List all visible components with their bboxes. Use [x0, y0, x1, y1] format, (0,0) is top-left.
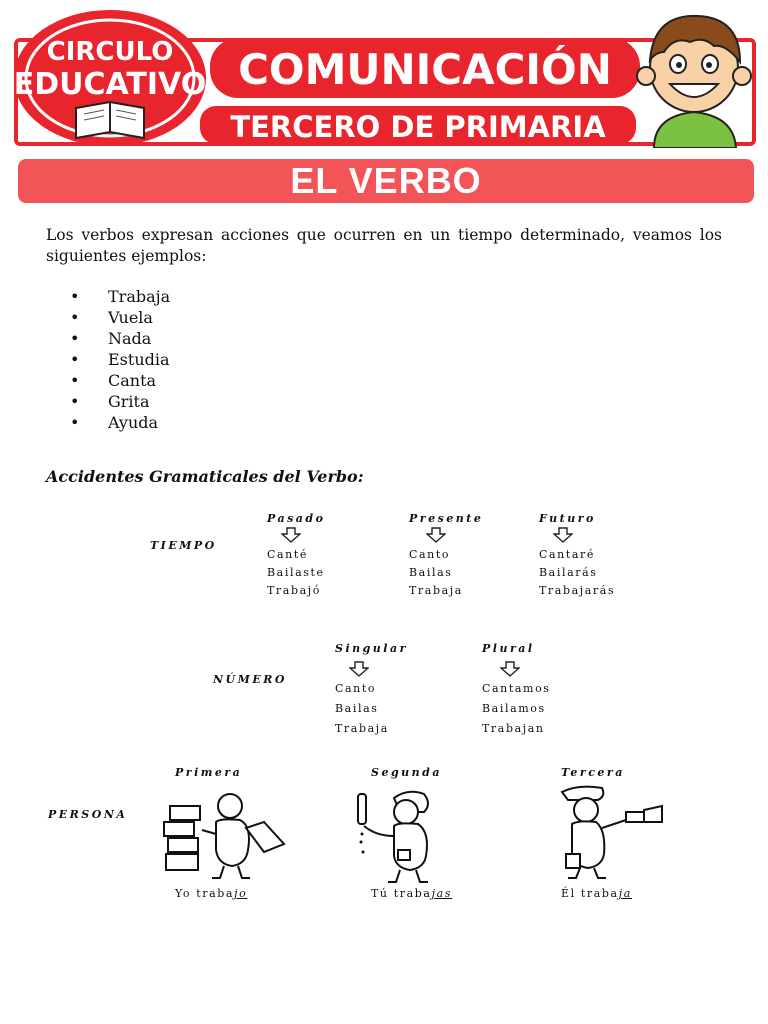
intro-paragraph: Los verbos expresan acciones que ocurren en un tiempo determinado, veamos los siguientes ejemplos: [46, 226, 722, 265]
worker-boxes-icon [160, 786, 288, 882]
down-arrow-icon [500, 661, 520, 677]
header-banner [14, 8, 756, 148]
plural-heading: Plural [482, 642, 535, 655]
list-item: • Grita [46, 391, 346, 412]
list-item: • Ayuda [46, 412, 346, 433]
lesson-title: EL VERBO [290, 160, 482, 201]
list-item: Cantamos [482, 682, 551, 695]
list-item: Trabajó [267, 584, 321, 597]
list-item: Bailas [409, 566, 453, 579]
presente-heading: Presente [409, 512, 484, 525]
singular-examples [335, 679, 389, 739]
subject-title: COMUNICACIÓN [238, 45, 612, 94]
down-arrow-icon [281, 527, 301, 543]
caption-text: Tú traba [371, 887, 432, 900]
list-item: • Estudia [46, 349, 346, 370]
plural-examples [482, 679, 551, 739]
persona-label: PERSONA [48, 808, 128, 821]
futuro-examples [539, 546, 615, 600]
worker-bucket-icon [558, 784, 668, 880]
list-item: Bailaste [267, 566, 325, 579]
down-arrow-icon [553, 527, 573, 543]
list-item: Bailamos [482, 702, 546, 715]
list-item: • Canta [46, 370, 346, 391]
caption-ending: jo [234, 887, 248, 900]
list-item: • Trabaja [46, 286, 346, 307]
down-arrow-icon [426, 527, 446, 543]
list-item: Trabajarás [539, 584, 616, 597]
logo [14, 10, 206, 146]
list-item: Trabaja [409, 584, 463, 597]
list-item: Cantaré [539, 548, 596, 561]
list-item: Bailas [335, 702, 379, 715]
down-arrow-icon [349, 661, 369, 677]
segunda-heading: Segunda [371, 766, 442, 779]
book-icon [76, 102, 144, 138]
logo-line1: CIRCULO [46, 37, 174, 67]
primera-heading: Primera [175, 766, 243, 779]
caption-ending: jas [431, 887, 452, 900]
list-item: • Nada [46, 328, 346, 349]
tercera-caption [561, 885, 632, 903]
list-item: Bailarás [539, 566, 598, 579]
pasado-examples [267, 546, 325, 600]
tiempo-label: TIEMPO [150, 539, 217, 552]
section-heading: Accidentes Gramaticales del Verbo: [46, 467, 364, 486]
segunda-caption [371, 885, 452, 903]
numero-label: NÚMERO [213, 673, 287, 686]
singular-heading: Singular [335, 642, 408, 655]
list-item: Canto [335, 682, 377, 695]
caption-text: Él traba [561, 887, 619, 900]
logo-line2: EDUCATIVO [14, 67, 207, 102]
pasado-heading: Pasado [267, 512, 326, 525]
worker-paintbrush-icon [354, 786, 438, 884]
grade-title: TERCERO DE PRIMARIA [230, 110, 606, 144]
primera-caption [175, 885, 247, 903]
list-item: • Vuela [46, 307, 346, 328]
list-item: Canté [267, 548, 308, 561]
caption-text: Yo traba [175, 887, 235, 900]
verb-list [46, 286, 346, 433]
list-item: Trabajan [482, 722, 545, 735]
list-item: Canto [409, 548, 451, 561]
caption-ending: ja [618, 887, 632, 900]
futuro-heading: Futuro [539, 512, 596, 525]
list-item: Trabaja [335, 722, 389, 735]
presente-examples [409, 546, 463, 600]
tercera-heading: Tercera [561, 766, 625, 779]
